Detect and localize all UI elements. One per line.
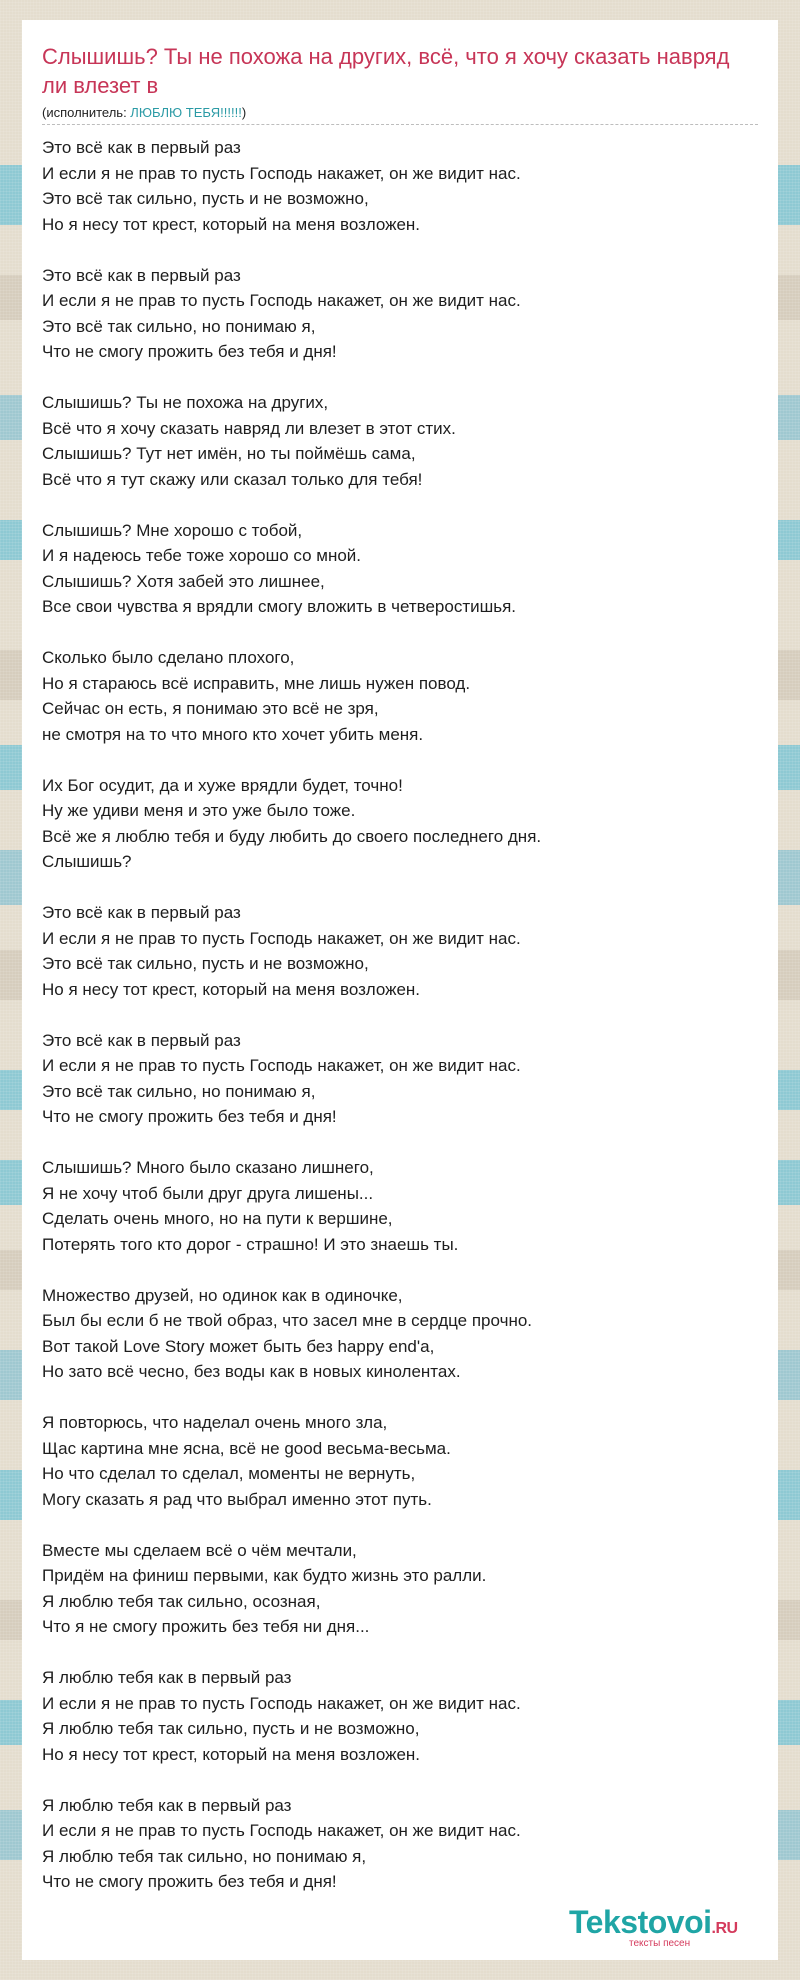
lyrics-line: Это всё так сильно, но понимаю я, — [42, 1081, 316, 1101]
lyrics-line: Множество друзей, но одинок как в одиночке, — [42, 1285, 403, 1305]
lyrics-line: не смотря на то что много кто хочет убить меня. — [42, 724, 424, 744]
lyrics-line: Всё что я хочу сказать навряд ли влезет в этот стих. — [42, 418, 456, 438]
lyrics-line: И я надеюсь тебе тоже хорошо со мной. — [42, 546, 362, 565]
lyrics-stanza — [42, 518, 758, 620]
lyrics-line: Ну же удиви меня и это уже было тоже. — [42, 801, 356, 820]
lyrics-stanza — [42, 135, 758, 237]
lyrics-line: Сделать очень много, но на пути к вершине, — [42, 1209, 393, 1228]
song-header — [22, 20, 778, 124]
lyrics-line: Все свои чувства я врядли смогу вложить в четверостишья. — [42, 597, 517, 616]
lyrics-line: Я повторюсь, что наделал очень много зла, — [42, 1413, 388, 1432]
lyrics-line: Щас картина мне ясна, всё не good весьма-весьма. — [42, 1438, 451, 1458]
lyrics-line: Слышишь? Тут нет имён, но ты поймёшь сама, — [42, 444, 416, 463]
lyrics-line: Это всё как в первый раз — [42, 903, 241, 922]
lyrics-line: Что не смогу прожить без тебя и дня! — [42, 1872, 337, 1891]
lyrics-card — [22, 20, 778, 1960]
artist-prefix: (исполнитель: — [42, 105, 131, 120]
song-title: Слышишь? Ты не похожа на других, всё, что я хочу сказать навряд ли влезет в — [42, 44, 730, 98]
lyrics-line: Был бы если б не твой образ, что засел мне в сердце прочно. — [42, 1311, 533, 1330]
lyrics-line: Это всё как в первый раз — [42, 1030, 241, 1050]
lyrics-line: И если я не прав то пусть Господь накажет, он же видит нас. — [42, 1693, 521, 1713]
lyrics-line: И если я не прав то пусть Господь накажет, он же видит нас. — [42, 1821, 521, 1840]
artist-link[interactable]: ЛЮБЛЮ ТЕБЯ!!!!!! — [130, 105, 242, 120]
lyrics-line: Сколько было сделано плохого, — [42, 648, 295, 667]
lyrics-line: Я не хочу чтоб были друг друга лишены... — [42, 1183, 374, 1203]
logo-name: Tekstovoi — [569, 1904, 712, 1940]
lyrics-body — [22, 125, 778, 1895]
lyrics-line: Я люблю тебя как в первый раз — [42, 1795, 292, 1815]
lyrics-line: Придём на финиш первыми, как будто жизнь это ралли. — [42, 1566, 487, 1585]
lyrics-line: Но я несу тот крест, который на меня возложен. — [42, 1744, 421, 1764]
lyrics-stanza — [42, 1028, 758, 1130]
lyrics-line: Слышишь? Мне хорошо с тобой, — [42, 520, 303, 540]
lyrics-line: И если я не прав то пусть Господь накажет, он же видит нас. — [42, 1056, 521, 1075]
lyrics-line: Потерять того кто дорог - страшно! И это знаешь ты. — [42, 1234, 459, 1254]
lyrics-line: Но я несу тот крест, который на меня возложен. — [42, 214, 421, 234]
lyrics-line: Я люблю тебя как в первый раз — [42, 1668, 292, 1687]
lyrics-stanza — [42, 1283, 758, 1385]
logo-tld: .RU — [711, 1920, 738, 1937]
lyrics-line: Я люблю тебя так сильно, пусть и не возможно, — [42, 1719, 420, 1738]
lyrics-line: Слышишь? Много было сказано лишнего, — [42, 1158, 374, 1177]
lyrics-line: Могу сказать я рад что выбрал именно этот путь. — [42, 1489, 432, 1509]
lyrics-line: Слышишь? Хотя забей это лишнее, — [42, 571, 325, 591]
lyrics-line: Сейчас он есть, я понимаю это всё не зря, — [42, 699, 379, 718]
lyrics-line: Вместе мы сделаем всё о чём мечтали, — [42, 1540, 357, 1560]
lyrics-stanza — [42, 773, 758, 875]
artist-line — [42, 104, 758, 124]
lyrics-line: И если я не прав то пусть Господь накажет, он же видит нас. — [42, 928, 521, 948]
lyrics-line: И если я не прав то пусть Господь накажет, он же видит нас. — [42, 291, 521, 310]
lyrics-line: Это всё так сильно, но понимаю я, — [42, 316, 316, 336]
lyrics-stanza — [42, 390, 758, 492]
lyrics-line: Слышишь? Ты не похожа на других, — [42, 393, 329, 412]
lyrics-line: Это всё так сильно, пусть и не возможно, — [42, 189, 369, 208]
lyrics-line: Но зато всё чесно, без воды как в новых кинолентах. — [42, 1362, 461, 1381]
lyrics-stanza — [42, 1538, 758, 1640]
lyrics-line: Это всё как в первый раз — [42, 265, 241, 285]
lyrics-stanza — [42, 1665, 758, 1767]
lyrics-stanza — [42, 645, 758, 747]
lyrics-line: Всё что я тут скажу или сказал только для тебя! — [42, 469, 423, 489]
lyrics-line: Их Бог осудит, да и хуже врядли будет, точно! — [42, 775, 403, 795]
lyrics-line: Что я не смогу прожить без тебя ни дня... — [42, 1617, 370, 1636]
lyrics-line: Всё же я люблю тебя и буду любить до своего последнего дня. — [42, 826, 542, 846]
lyrics-line: Я люблю тебя так сильно, осозная, — [42, 1591, 321, 1611]
lyrics-line: Вот такой Love Story может быть без happy end'a, — [42, 1336, 435, 1356]
lyrics-stanza — [42, 900, 758, 1002]
lyrics-line: Что не смогу прожить без тебя и дня! — [42, 1107, 337, 1126]
site-logo[interactable] — [569, 1904, 769, 1950]
lyrics-line: Это всё так сильно, пусть и не возможно, — [42, 954, 369, 973]
lyrics-line: И если я не прав то пусть Господь накажет, он же видит нас. — [42, 163, 521, 183]
artist-suffix: ) — [241, 105, 247, 120]
lyrics-stanza — [42, 1410, 758, 1512]
lyrics-line: Но я несу тот крест, который на меня возложен. — [42, 979, 421, 999]
logo-tagline: тексты песен — [629, 1938, 691, 1949]
lyrics-stanza — [42, 1793, 758, 1895]
lyrics-line: Это всё как в первый раз — [42, 138, 241, 157]
lyrics-line: Что не смогу прожить без тебя и дня! — [42, 342, 337, 361]
lyrics-line: Я люблю тебя так сильно, но понимаю я, — [42, 1846, 367, 1866]
lyrics-line: Слышишь? — [42, 852, 132, 871]
lyrics-stanza — [42, 1155, 758, 1257]
lyrics-stanza — [42, 263, 758, 365]
lyrics-line: Но что сделал то сделал, моменты не вернуть, — [42, 1464, 416, 1483]
lyrics-line: Но я стараюсь всё исправить, мне лишь нужен повод. — [42, 673, 471, 693]
